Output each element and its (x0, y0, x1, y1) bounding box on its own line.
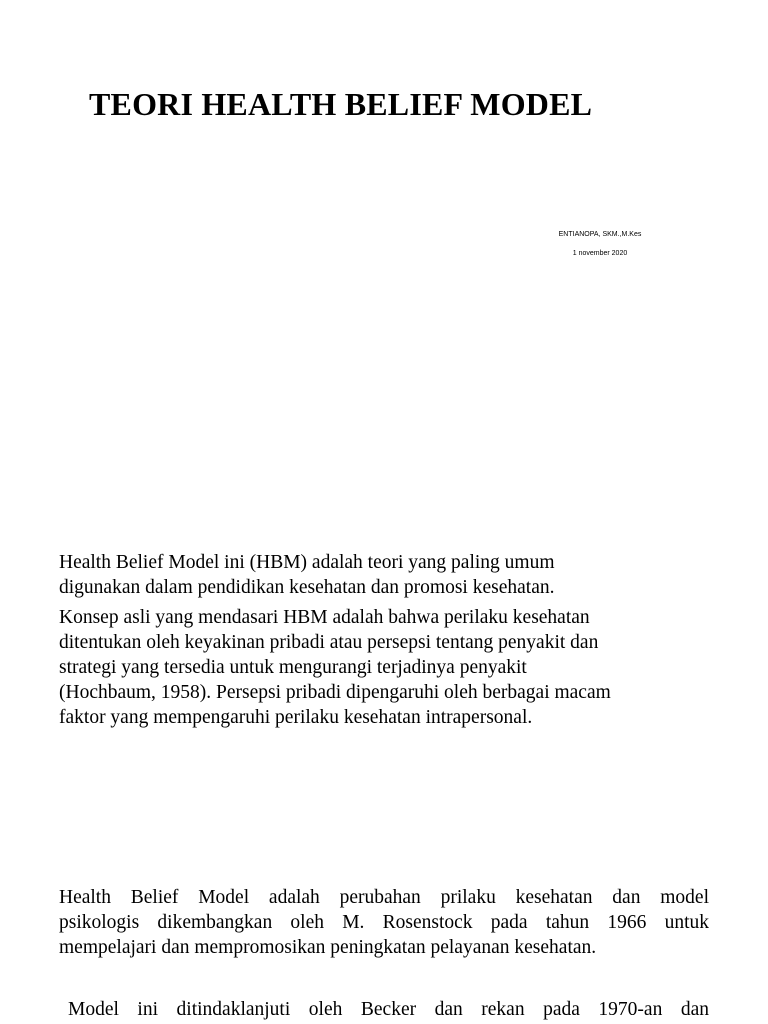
paragraph-hbm-followup (68, 997, 709, 1022)
paragraph-hbm-concept (59, 605, 719, 730)
paragraph-line: Health Belief Model ini (HBM) adalah teori yang paling umum (59, 552, 555, 573)
paragraph-line: faktor yang mempengaruhi perilaku kesehatan intrapersonal. (59, 707, 533, 728)
document-title: TEORI HEALTH BELIEF MODEL (89, 86, 593, 122)
paragraph-line: strategi yang tersedia untuk mengurangi terjadinya penyakit (59, 657, 527, 678)
paragraph-hbm-history (59, 885, 709, 960)
paragraph-line: psikologis dikembangkan oleh M. Rosenstock pada tahun 1966 untuk (59, 912, 709, 933)
author-name: ENTIANOPA, SKM.,M.Kes (558, 231, 642, 238)
paragraph-line: ditentukan oleh keyakinan pribadi atau persepsi tentang penyakit dan (59, 632, 599, 653)
paragraph-hbm-definition (59, 550, 699, 600)
document-date: 1 november 2020 (572, 250, 628, 257)
paragraph-line: mempelajari dan mempromosikan peningkatan pelayanan kesehatan. (59, 937, 597, 958)
paragraph-line: Health Belief Model adalah perubahan prilaku kesehatan dan model (59, 887, 709, 908)
paragraph-line: Konsep asli yang mendasari HBM adalah bahwa perilaku kesehatan (59, 607, 590, 628)
paragraph-line: Model ini ditindaklanjuti oleh Becker dan rekan pada 1970-an dan (68, 999, 709, 1020)
paragraph-line: (Hochbaum, 1958). Persepsi pribadi dipengaruhi oleh berbagai macam (59, 682, 611, 703)
paragraph-line: digunakan dalam pendidikan kesehatan dan promosi kesehatan. (59, 577, 555, 598)
